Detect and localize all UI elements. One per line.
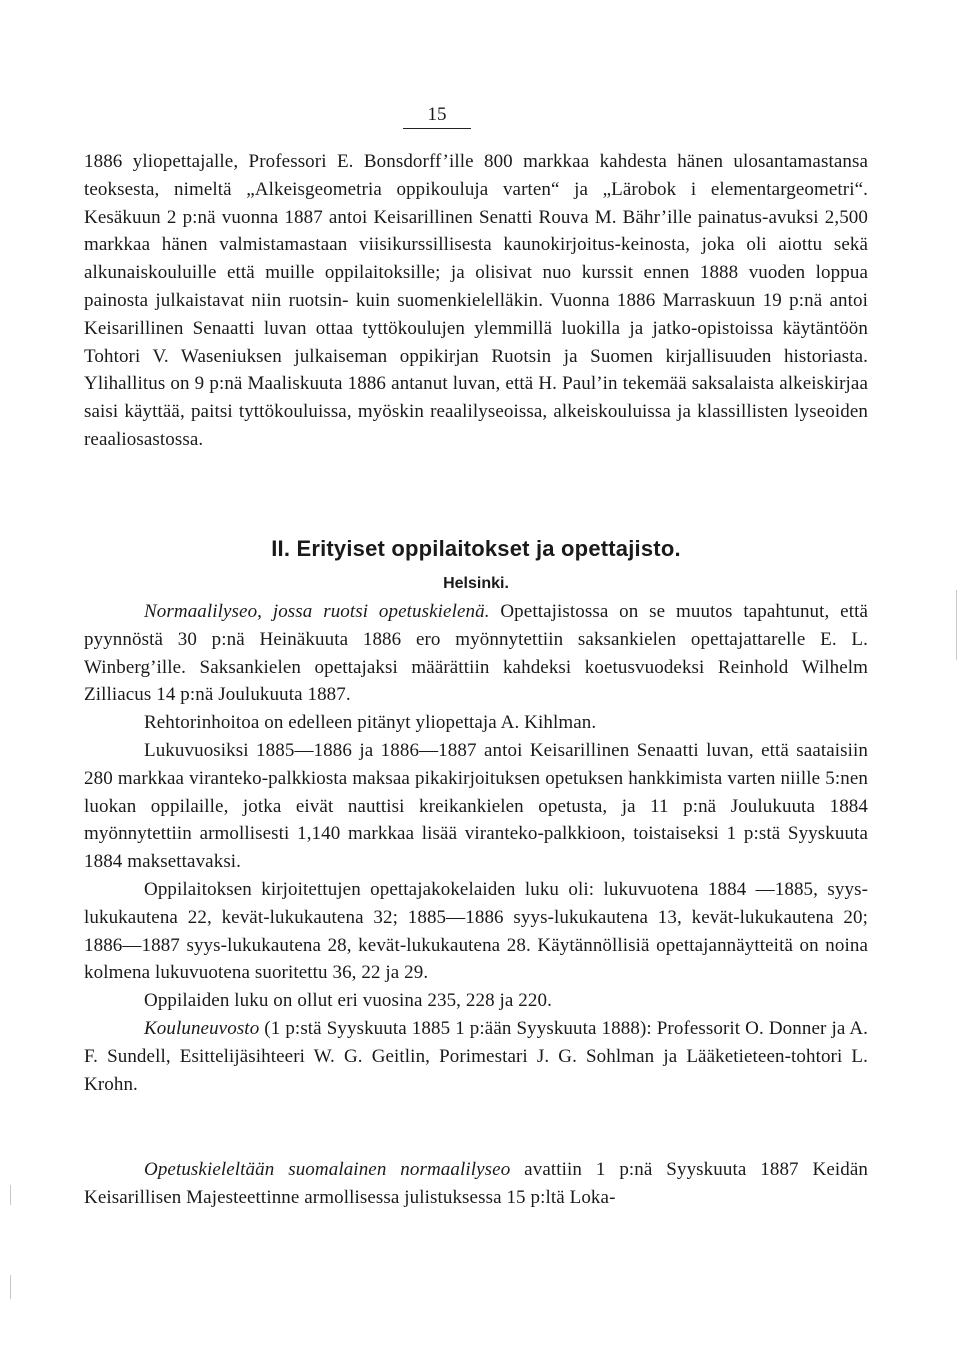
paragraph-normaalilyseo: [84, 598, 868, 709]
main-text-block: [84, 598, 868, 1098]
paragraph-suomalainen-body: avattiin 1 p:nä Syyskuuta 1887 Keidän Keisarillisen Majesteettinne armollisessa julistuksessa 15 p:ltä Loka-: [84, 1159, 868, 1208]
paragraph-suomalainen-title: Opetuskieleltään suomalainen normaalilyseo: [144, 1159, 511, 1180]
page-number: 15: [403, 104, 471, 129]
paragraph-kouluneuvosto: [84, 1015, 868, 1098]
paragraph-suomalainen-normaalilyseo: [84, 1156, 868, 1212]
paragraph-opettajakokelaat: Oppilaitoksen kirjoitettujen opettajakokelaiden luku oli: lukuvuotena 1884 —1885, syys-lukukautena 22, kevät-lukukautena 32; 1885—1886 syys-lukukautena 13, kevät-lukukautena 20; 1886—1887 syys-lukukautena 28, kevät-lukukautena 28. Käytännöllisiä opettajannäytteitä on noina kolmena lukuvuotena suoritettu 36, 22 ja 29.: [84, 878, 868, 984]
section-heading: II. Erityiset oppilaitokset ja opettajisto.: [271, 536, 681, 561]
paragraph-normaalilyseo-title: Normaalilyseo, jossa ruotsi opetuskielenä.: [144, 601, 490, 622]
paragraph-rehtori: Rehtorinhoitoa on edelleen pitänyt yliopettaja A. Kihlman.: [144, 712, 597, 734]
paragraph-kouluneuvosto-body: (1 p:stä Syyskuuta 1885 1 p:ään Syyskuuta 1888): Professorit O. Donner ja A. F. Sundell, Esittelijäsihteeri W. G. Geitlin, Porimestari J. G. Sohlman ja Lääketieteen-tohtori L. Krohn.: [84, 1017, 868, 1095]
intro-paragraph: 1886 yliopettajalle, Professori E. Bonsdorff’ille 800 markkaa kahdesta hänen ulosantamastansa teoksesta, nimeltä „Alkeisgeometria oppikouluja varten“ ja „Lärobok i elementargeometri“. Kesäkuun 2 p:nä vuonna 1887 antoi Keisarillinen Senatti Rouva M. Bähr’ille painatus-avuksi 2,500 markkaa hänen valmistamastaan viisikurssillisesta kaunokirjoitus-keinosta, joka oli aiottu sekä alkunaiskouluille että muille oppilaitoksille; ja olisivat nuo kurssit ennen 1888 vuoden loppua painosta julkaistavat niin ruotsin- kuin suomenkielelläkin. Vuonna 1886 Marraskuun 19 p:nä antoi Keisarillinen Senaatti luvan ottaa tyttökoulujen ylemmillä luokilla ja jatko-opistoissa käytäntöön Tohtori V. Waseniuksen julkaiseman oppikirjan Ruotsin ja Suomen kirjallisuuden historiasta. Ylihallitus on 9 p:nä Maaliskuuta 1886 antanut luvan, että H. Paul’in tekemää saksalaista alkeiskirjaa saisi käyttää, paitsi tyttökouluissa, myöskin reaalilyseoissa, alkeiskouluissa ja klassillisten lyseoiden reaaliosastossa.: [84, 151, 868, 450]
paragraph-oppilaiden-luku: Oppilaiden luku on ollut eri vuosina 235, 228 ja 220.: [144, 990, 552, 1012]
paragraph-normaalilyseo-body: Opettajistossa on se muutos tapahtunut, että pyynnöstä 30 p:nä Heinäkuuta 1886 ero myönnytettiin saksankielen opettajattarelle E. L. Winberg’ille. Saksankielen opettajaksi määrättiin kahdeksi koetusvuodeksi Reinhold Wilhelm Zilliacus 14 p:nä Joulukuuta 1887.: [84, 601, 868, 706]
intro-text-block: [84, 148, 868, 454]
paragraph-kouluneuvosto-title: Kouluneuvosto: [144, 1017, 260, 1039]
paragraph-lukuvuosiksi: Lukuvuosiksi 1885—1886 ja 1886—1887 antoi Keisarillinen Senaatti luvan, että saataisiin 280 markkaa viranteko-palkkiosta maksaa pikakirjoituksen opetuksen hankkimista varten niille 5:nen luokan oppilaille, jotka eivät nauttisi kreikankielen opetusta, ja 11 p:nä Joulukuuta 1884 myönnytettiin armollisesti 1,140 markkaa lisää viranteko-palkkioon, toistaiseksi 1 p:stä Syyskuuta 1884 maksettavaksi.: [84, 739, 868, 873]
scan-edge-mark: [956, 590, 957, 660]
section-subheading: Helsinki.: [443, 575, 509, 592]
scan-edge-mark: [10, 1275, 11, 1299]
scan-edge-mark: [10, 1185, 11, 1205]
final-text-block: [84, 1156, 868, 1212]
